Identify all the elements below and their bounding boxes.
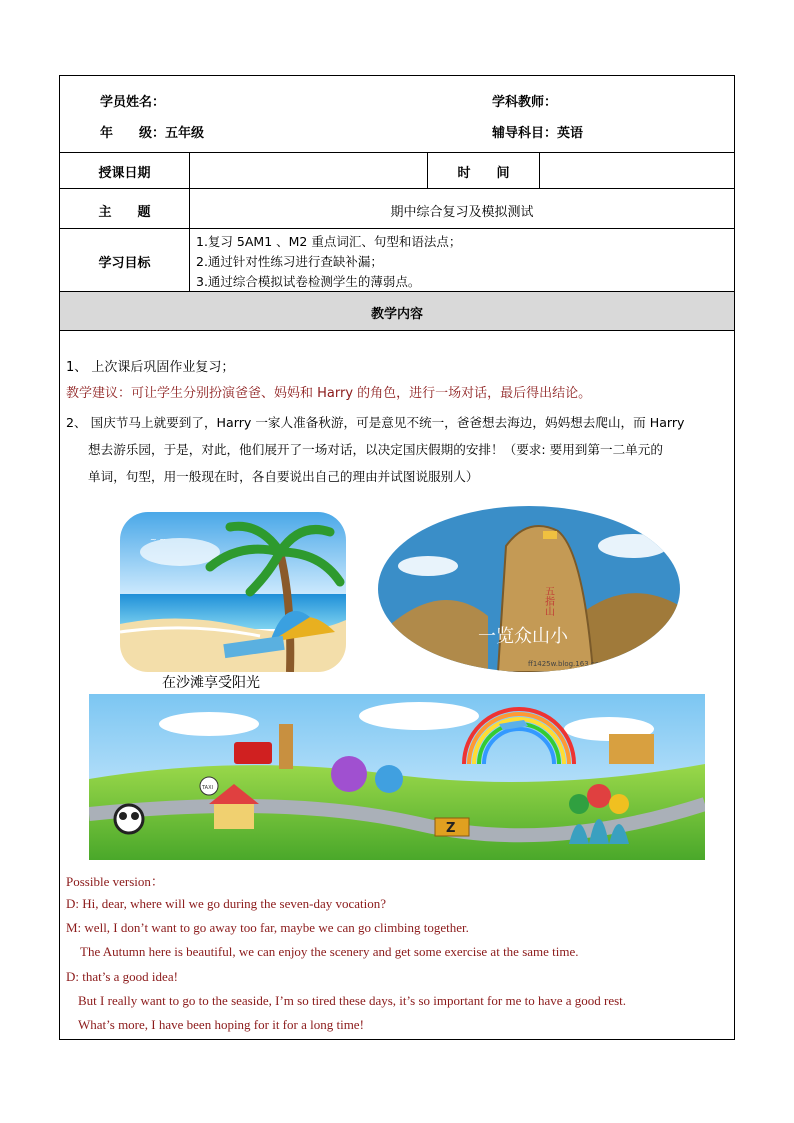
dialogue-heading: Possible version： — [66, 874, 164, 889]
goal-item: 3.通过综合模拟试卷检测学生的薄弱点。 — [196, 274, 421, 289]
dialogue-line: What’s more, I have been hoping for it for a long time! — [78, 1017, 364, 1032]
item-2-line2: 想去游乐园，于是，对此，他们展开了一场对话，以决定国庆假期的安排！（要求: 要用到第一二单元的 — [88, 442, 663, 457]
student-name-label: 学员姓名： — [100, 95, 166, 110]
item-2-line1: 2、 国庆节马上就要到了，Harry 一家人准备秋游，可是意见不统一，爸爸想去海边，妈妈想去爬山，而 Harry — [66, 415, 685, 430]
mountain-chars: 五指山 — [542, 586, 554, 616]
goal-item: 1.复习 5AM1 、M2 重点词汇、句型和语法点； — [196, 234, 462, 249]
teaching-suggestion: 教学建议：可让学生分别扮演爸爸、妈妈和 Harry 的角色，进行一场对话，最后得出结论。 — [66, 386, 592, 401]
subject-label: 辅导科目：英语 — [492, 126, 584, 141]
dialogue-line: The Autumn here is beautiful, we can enjoy the scenery and get some exercise at the same time. — [80, 944, 579, 959]
taxi-sign: TAXI — [202, 785, 213, 791]
beach-caption: 在沙滩享受阳光 — [162, 675, 260, 691]
mountain-caption: 一览众山小 — [478, 626, 568, 647]
time-label: 时 间 — [457, 166, 510, 181]
svg-text:~ ~: ~ ~ — [150, 535, 166, 544]
dialogue-line: D: that’s a good idea! — [66, 969, 178, 984]
col-divider — [539, 152, 540, 188]
content-label: 教学内容 — [370, 307, 423, 322]
dialogue-line: But I really want to go to the seaside, I’m so tired these days, it’s so important for me to have a good rest. — [78, 993, 627, 1008]
grade-label: 年 级：五年级 — [100, 126, 205, 141]
mountain-watermark: ff1425w.blog.163.com — [528, 660, 606, 668]
col-divider — [189, 152, 190, 291]
row-divider — [59, 330, 735, 331]
item-1: 1、 上次课后巩固作业复习； — [66, 360, 235, 375]
topic-label: 主 题 — [98, 205, 151, 220]
date-label: 授课日期 — [98, 166, 151, 181]
row-divider — [59, 228, 735, 229]
dialogue-line: M: well, I don’t want to go away too far, maybe we can go climbing together. — [66, 920, 469, 935]
row-divider — [59, 188, 735, 189]
item-2-line3: 单词，句型，用一般现在时，各自要说出自己的理由并试图说服别人） — [88, 469, 479, 484]
beach-image — [120, 512, 346, 672]
goal-label: 学习目标 — [98, 256, 151, 271]
park-image — [89, 694, 705, 860]
row-divider — [59, 152, 735, 153]
mountain-image — [378, 506, 680, 672]
dialogue-line: D: Hi, dear, where will we go during the seven-day vocation? — [66, 896, 387, 911]
topic-value: 期中综合复习及模拟测试 — [390, 205, 534, 220]
park-sign: Z — [446, 821, 456, 836]
goal-item: 2.通过针对性练习进行查缺补漏； — [196, 254, 383, 269]
teacher-label: 学科教师： — [492, 95, 558, 110]
